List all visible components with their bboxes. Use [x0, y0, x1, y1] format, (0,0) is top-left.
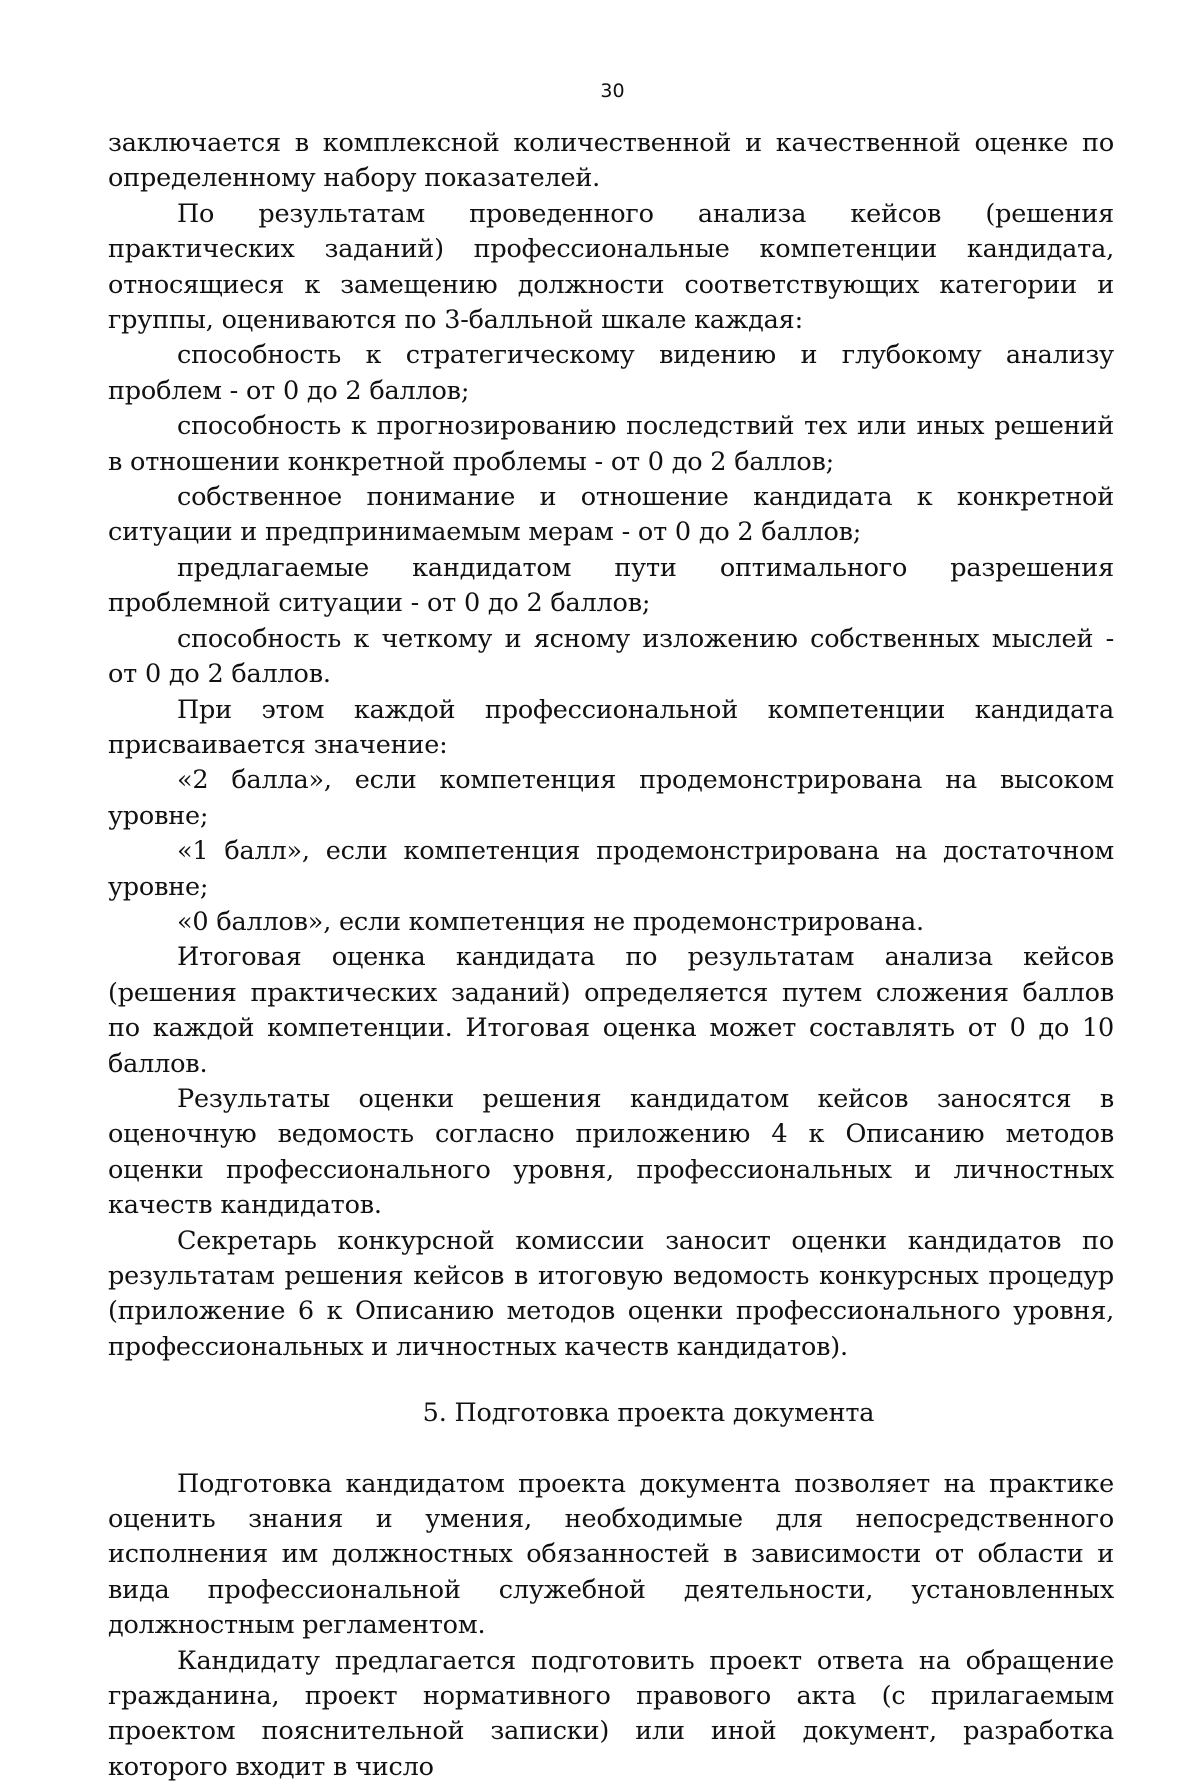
- paragraph-continuation: заключается в комплексной количественной и качественной оценке по определенному набору показателей.: [108, 128, 1114, 194]
- list-item-competence-forecasting: способность к прогнозированию последствий тех или иных решений в отношении конкретной проблемы - от 0 до 2 баллов;: [108, 411, 1114, 477]
- paragraph-results-recording: Результаты оценки решения кандидатом кейсов заносятся в оценочную ведомость согласно приложению 4 к Описанию методов оценки профессионального уровня, профессиональных и личностных качеств кандидатов.: [108, 1083, 1114, 1221]
- section-heading: 5. Подготовка проекта документа: [422, 1398, 875, 1429]
- list-item-competence-clear-expression: способность к четкому и ясному изложению собственных мыслей - от 0 до 2 баллов.: [108, 623, 1114, 690]
- paragraph-document-preparation: Подготовка кандидатом проекта документа позволяет на практике оценить знания и умения, необходимые для непосредственного исполнения им должностных обязанностей в зависимости от области и вида профессиональной служебной деятельности, установленных должностным регламентом.: [108, 1468, 1114, 1641]
- list-item-competence-own-understanding: собственное понимание и отношение кандидата к конкретной ситуации и предпринимаемым мерам - от 0 до 2 баллов;: [108, 482, 1114, 548]
- list-item-score-1: «1 балл», если компетенция продемонстрирована на достаточном уровне;: [108, 836, 1114, 902]
- list-item-score-0: «0 баллов», если компетенция не продемонстрирована.: [177, 906, 924, 937]
- document-body: [108, 126, 1114, 1785]
- paragraph-score-assignment: При этом каждой профессиональной компетенции кандидата присваивается значение:: [108, 694, 1114, 760]
- paragraph-final-score: Итоговая оценка кандидата по результатам анализа кейсов (решения практических заданий) определяется путем сложения баллов по каждой компетенции. Итоговая оценка может составлять от 0 до 10 баллов.: [108, 942, 1114, 1079]
- list-item-score-2: «2 балла», если компетенция продемонстрирована на высоком уровне;: [108, 765, 1114, 831]
- paragraph-secretary-recording: Секретарь конкурсной комиссии заносит оценки кандидатов по результатам решения кейсов в итоговую ведомость конкурсных процедур (приложение 6 к Описанию методов оценки профессионального уровня, профессиональных и личностных качеств кандидатов).: [108, 1225, 1114, 1362]
- paragraph-candidate-task: Кандидату предлагается подготовить проект ответа на обращение гражданина, проект нормативного правового акта (с прилагаемым проектом пояснительной записки) или иной документ, разработка которого входит в число: [108, 1645, 1114, 1782]
- list-item-competence-strategic-vision: способность к стратегическому видению и глубокому анализу проблем - от 0 до 2 баллов;: [108, 340, 1114, 406]
- paragraph-case-analysis-intro: По результатам проведенного анализа кейсов (решения практических заданий) профессиональные компетенции кандидата, относящиеся к замещению должности соответствующих категории и группы, оцениваются по 3-балльной шкале каждая:: [108, 198, 1114, 336]
- page-number: 30: [600, 80, 625, 102]
- list-item-competence-resolution-paths: предлагаемые кандидатом пути оптимального разрешения проблемной ситуации - от 0 до 2 баллов;: [108, 552, 1114, 619]
